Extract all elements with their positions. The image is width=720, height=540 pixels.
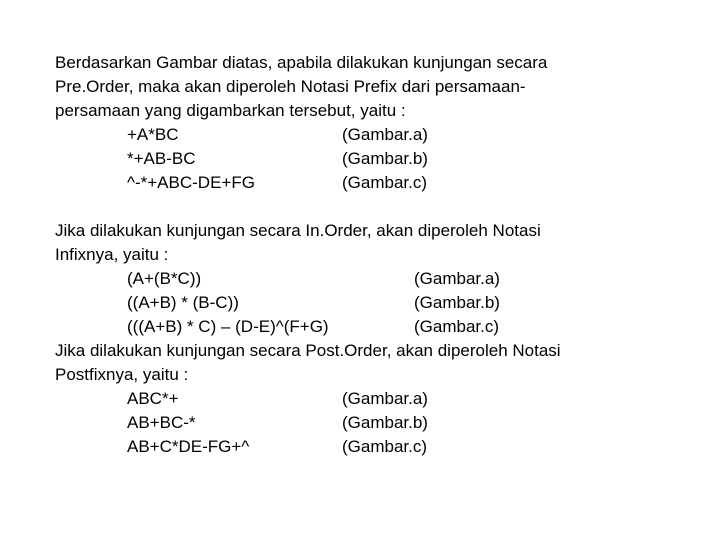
- postorder-intro-line-2: Postfixnya, yaitu :: [55, 365, 189, 384]
- inorder-expr-c: (((A+B) * C) – (D-E)^(F+G): [127, 317, 329, 336]
- inorder-intro-line-2: Infixnya, yaitu :: [55, 245, 169, 264]
- postorder-expr-c: AB+C*DE-FG+^: [127, 437, 250, 456]
- postorder-expr-a: ABC*+: [127, 389, 179, 408]
- postorder-intro-line-1: Jika dilakukan kunjungan secara Post.Order, akan diperoleh Notasi: [55, 341, 561, 360]
- preorder-intro-line-2: Pre.Order, maka akan diperoleh Notasi Prefix dari persamaan-: [55, 77, 526, 96]
- inorder-expr-a: (A+(B*C)): [127, 269, 202, 288]
- preorder-ref-c: (Gambar.c): [342, 173, 428, 192]
- inorder-ref-c: (Gambar.c): [414, 317, 500, 336]
- preorder-expr-c: ^-*+ABC-DE+FG: [127, 173, 255, 192]
- preorder-expr-a: +A*BC: [127, 125, 179, 144]
- inorder-ref-a: (Gambar.a): [414, 269, 500, 288]
- inorder-ref-b: (Gambar.b): [414, 293, 500, 312]
- postorder-expr-b: AB+BC-*: [127, 413, 196, 432]
- inorder-intro-line-1: Jika dilakukan kunjungan secara In.Order, akan diperoleh Notasi: [55, 221, 541, 240]
- preorder-intro-line-1: Berdasarkan Gambar diatas, apabila dilakukan kunjungan secara: [55, 53, 548, 72]
- postorder-ref-a: (Gambar.a): [342, 389, 428, 408]
- postorder-ref-c: (Gambar.c): [342, 437, 428, 456]
- preorder-ref-b: (Gambar.b): [342, 149, 428, 168]
- inorder-expr-b: ((A+B) * (B-C)): [127, 293, 239, 312]
- preorder-ref-a: (Gambar.a): [342, 125, 428, 144]
- postorder-ref-b: (Gambar.b): [342, 413, 428, 432]
- preorder-intro-line-3: persamaan yang digambarkan tersebut, yaitu :: [55, 101, 406, 120]
- preorder-expr-b: *+AB-BC: [127, 149, 196, 168]
